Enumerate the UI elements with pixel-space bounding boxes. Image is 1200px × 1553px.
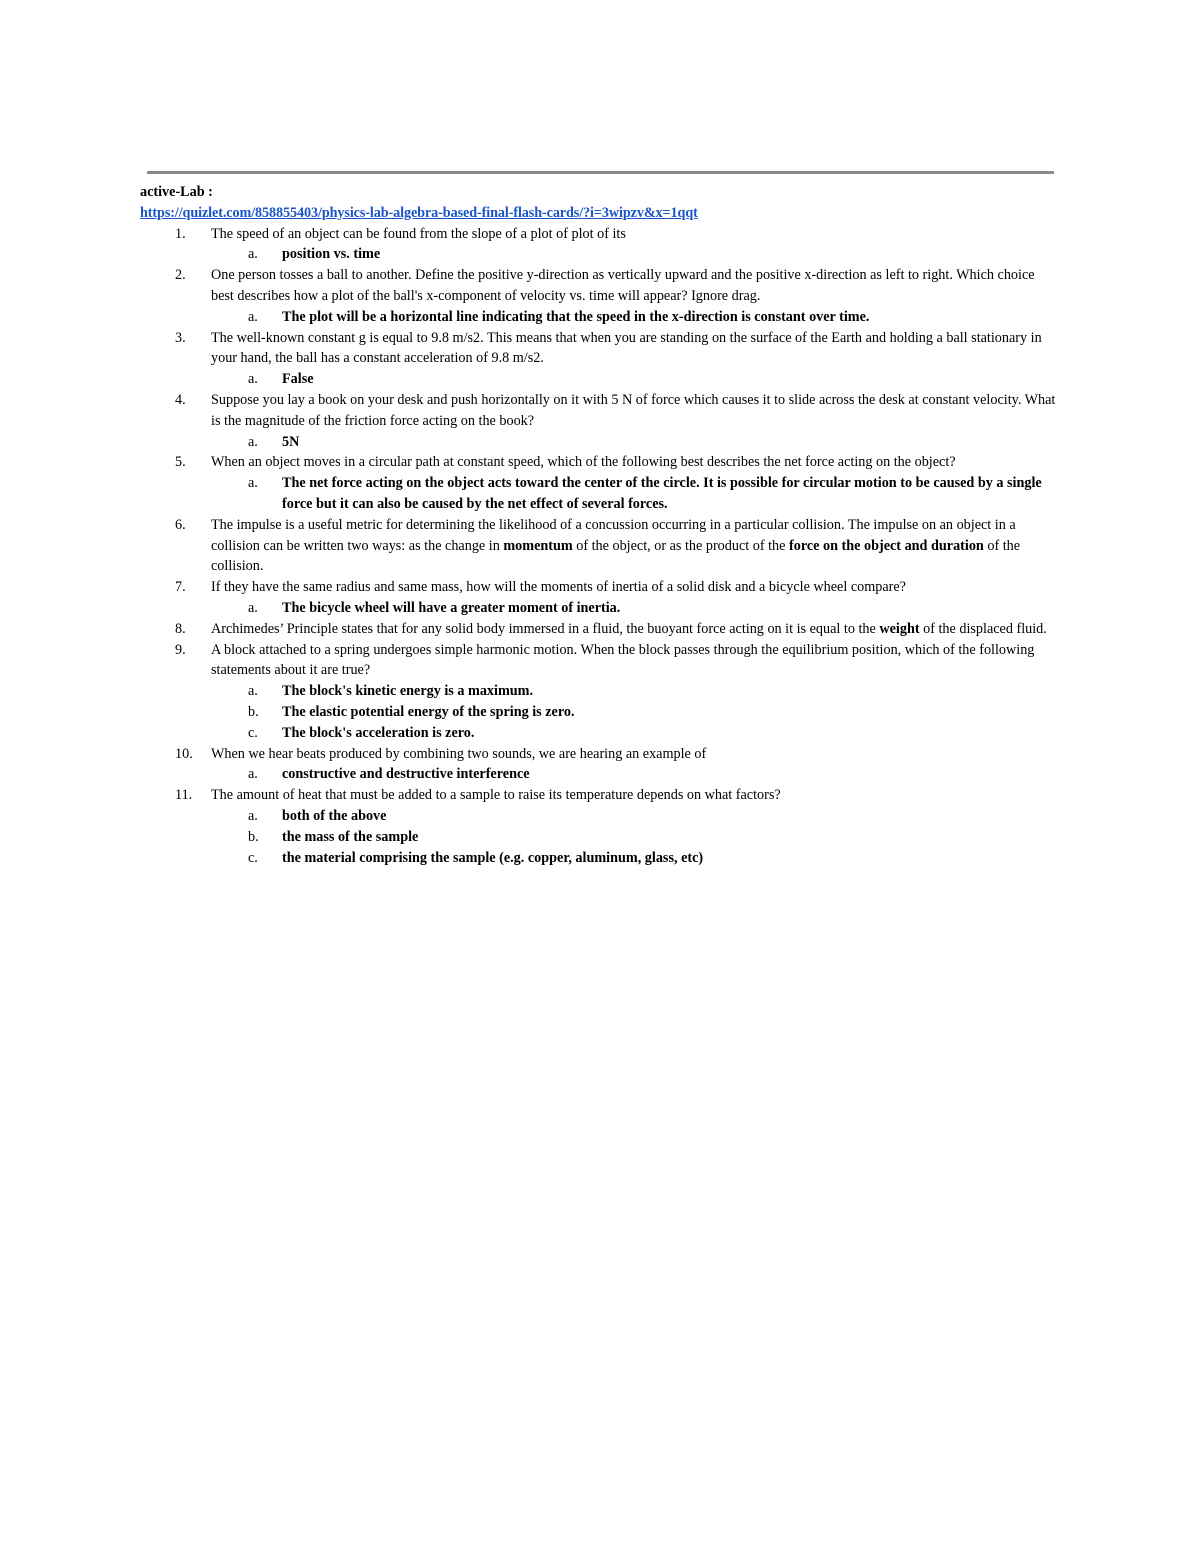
answer-11b: b. the mass of the sample (248, 828, 419, 845)
answer-5a: a. The net force acting on the object acts toward the center of the circle. It is possible for circular motion to be caused by a single force but it can also be caused by the net effect of several forces. (248, 475, 1042, 512)
question-6: 6. The impulse is a useful metric for determining the likelihood of a concussion occurring in a particular collision. The impulse on an object in a collision can be written two ways: as the change in momentum of the object, or as the product of the force on the object and duration of the collision. (175, 516, 1021, 575)
question-text: The amount of heat that must be added to a sample to raise its temperature depends on what factors? (211, 787, 781, 804)
answer-10a: a. constructive and destructive interference (248, 766, 530, 783)
answer-2a: a. The plot will be a horizontal line indicating that the speed in the x-direction is constant over time. (248, 308, 870, 325)
header-rule (147, 171, 1054, 174)
answer-11a: a. both of the above (248, 807, 387, 824)
header-label: active-Lab : (140, 184, 213, 200)
question-11: 11. The amount of heat that must be added to a sample to raise its temperature depends on what factors? (175, 787, 781, 804)
answer-9c: c. The block's acceleration is zero. (248, 724, 475, 741)
question-7: 7. If they have the same radius and same mass, how will the moments of inertia of a solid disk and a bicycle wheel compare? (175, 579, 906, 596)
question-1: 1. The speed of an object can be found from the slope of a plot of plot of its (175, 225, 626, 242)
answer-3a: a. False (248, 371, 314, 388)
answer-4a: a. 5N (248, 433, 300, 450)
question-text: Suppose you lay a book on your desk and push horizontally on it with 5 N of force which causes it to slide across the desk at constant velocity. What is the magnitude of the friction force acting on the book? (211, 391, 1056, 429)
question-9: 9. A block attached to a spring undergoes simple harmonic motion. When the block passes through the equilibrium position, which of the following statements about it are true? (175, 641, 1035, 679)
answer-7a: a. The bicycle wheel will have a greater moment of inertia. (248, 599, 621, 616)
question-text: If they have the same radius and same mass, how will the moments of inertia of a solid disk and a bicycle wheel compare? (211, 579, 906, 596)
answer-1a: a. position vs. time (248, 246, 381, 263)
answer-9b: b. The elastic potential energy of the spring is zero. (248, 703, 575, 720)
question-3: 3. The well-known constant g is equal to 9.8 m/s2. This means that when you are standing on the surface of the Earth and holding a ball stationary in your hand, the ball has a constant acceleration of 9.8 m/s2. (175, 329, 1042, 367)
question-text: A block attached to a spring undergoes simple harmonic motion. When the block passes through the equilibrium position, which of the following statements about it are true? (211, 641, 1035, 679)
question-4: 4. Suppose you lay a book on your desk and push horizontally on it with 5 N of force which causes it to slide across the desk at constant velocity. What is the magnitude of the friction force acting on the book? (175, 391, 1056, 429)
question-8: 8. Archimedes’ Principle states that for any solid body immersed in a fluid, the buoyant force acting on it is equal to the weight of the displaced fluid. (175, 620, 1047, 637)
document-body (140, 182, 1060, 868)
question-text: The well-known constant g is equal to 9.8 m/s2. This means that when you are standing on the surface of the Earth and holding a ball stationary in your hand, the ball has a constant acceleration of 9.8 m/s2. (211, 329, 1042, 367)
question-text: The speed of an object can be found from the slope of a plot of plot of its (211, 225, 626, 242)
question-text: One person tosses a ball to another. Define the positive y-direction as vertically upward and the positive x-direction as left to right. Which choice best describes how a plot of the ball's x-component of velocity vs. time will appear? Ignore drag. (211, 267, 1035, 304)
question-5: 5. When an object moves in a circular path at constant speed, which of the following best describes the net force acting on the object? (175, 454, 956, 471)
answer-9a: a. The block's kinetic energy is a maximum. (248, 683, 534, 700)
question-10: 10. When we hear beats produced by combining two sounds, we are hearing an example of (175, 745, 707, 762)
answer-11c: c. the material comprising the sample (e.g. copper, aluminum, glass, etc) (248, 849, 704, 866)
question-text: When we hear beats produced by combining two sounds, we are hearing an example of (211, 745, 707, 762)
quizlet-link[interactable]: https://quizlet.com/858855403/physics-lab-algebra-based-final-flash-cards/?i=3wipzv&x=1qqt (140, 204, 698, 221)
question-2: 2. One person tosses a ball to another. Define the positive y-direction as vertically upward and the positive x-direction as left to right. Which choice best describes how a plot of the ball's x-component of velocity vs. time will appear? Ignore drag. (175, 267, 1035, 304)
question-text: The impulse is a useful metric for determining the likelihood of a concussion occurring in a particular collision. The impulse on an object in a collision can be written two ways: as the change in momentum of the object, or as the product of the force on the object and duration of the collision. (211, 516, 1021, 575)
question-text: When an object moves in a circular path at constant speed, which of the following best describes the net force acting on the object? (211, 454, 956, 471)
question-text: Archimedes’ Principle states that for any solid body immersed in a fluid, the buoyant force acting on it is equal to the weight of the displaced fluid. (211, 620, 1047, 637)
